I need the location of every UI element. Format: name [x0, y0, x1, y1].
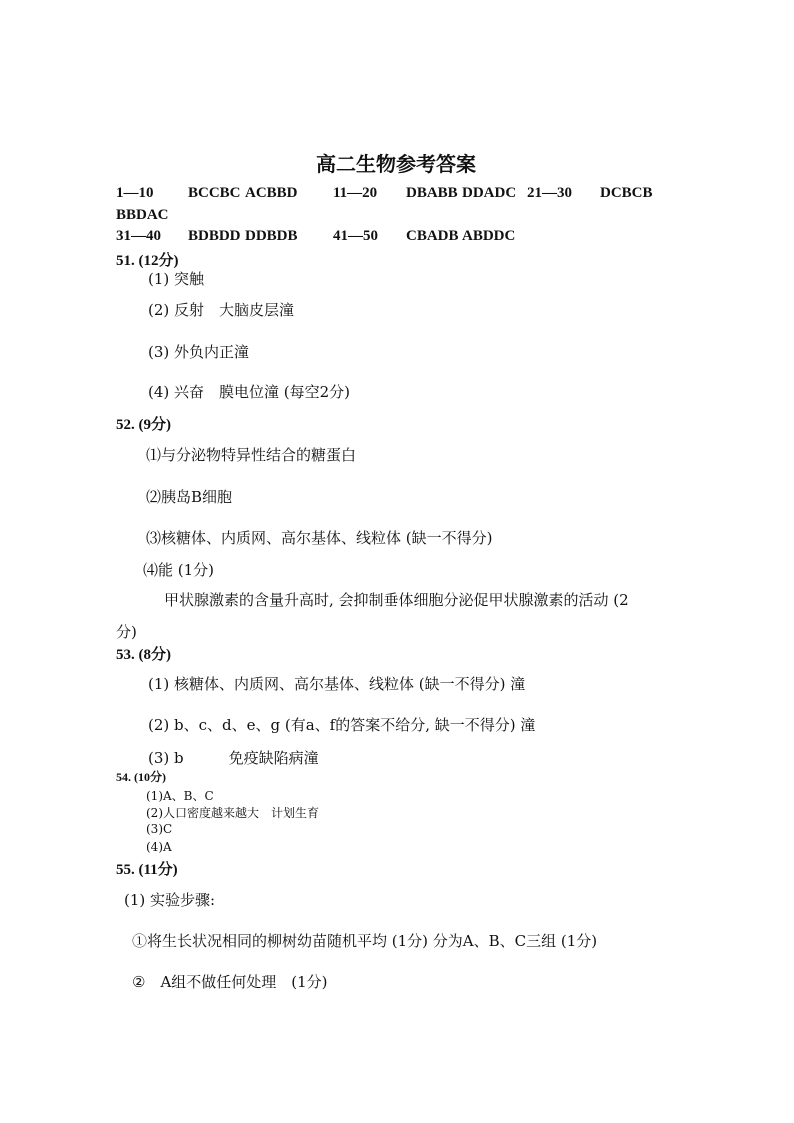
choice-answer: ACBBD	[245, 185, 298, 201]
answer-line: (2) 反射 大脑皮层潼	[148, 301, 295, 319]
choice-range: 31—40	[116, 228, 161, 244]
step-line: ①将生长状况相同的柳树幼苗随机平均 (1分) 分为A、B、C三组 (1分)	[132, 932, 598, 950]
answer-line: (4)A	[146, 840, 172, 854]
question-header: 52. (9分)	[116, 417, 171, 433]
question-header: 53. (8分)	[116, 647, 171, 663]
step-line: ② A组不做任何处理 (1分)	[132, 973, 328, 991]
choice-answer: BBDAC	[116, 207, 169, 223]
choice-range: 21—30	[527, 185, 572, 201]
answer-line: (3) b 免疫缺陷病潼	[148, 749, 319, 767]
answer-line: (3)C	[146, 822, 173, 836]
question-header: 55. (11分)	[116, 862, 178, 878]
choice-range: 11—20	[333, 185, 378, 201]
answer-line: (4) 兴奋 膜电位潼 (每空2分)	[148, 383, 351, 401]
answer-line: (1)A、B、C	[146, 789, 214, 803]
answer-line: (1) 突触	[148, 270, 205, 288]
answer-line: (1) 核糖体、内质网、高尔基体、线粒体 (缺一不得分) 潼	[148, 675, 526, 693]
answer-line: (3) 外负内正潼	[148, 343, 250, 361]
answer-line: ⑵胰岛B细胞	[146, 488, 233, 506]
choice-answer: BCCBC	[188, 185, 241, 201]
answer-line: ⑷能 (1分)	[143, 561, 215, 579]
choice-answer: DCBCB	[600, 185, 653, 201]
answer-line: (2) b、c、d、e、g (有a、f的答案不给分, 缺一不得分) 潼	[148, 716, 536, 734]
choice-answer: CBADB	[406, 228, 459, 244]
question-header: 54. (10分)	[116, 770, 166, 784]
answer-note: 甲状腺激素的含量升高时, 会抑制垂体细胞分泌促甲状腺激素的活动 (2	[164, 591, 629, 609]
choice-answer: DDADC	[462, 185, 517, 201]
choice-range: 41—50	[333, 228, 378, 244]
page-title: 高二生物参考答案	[316, 152, 476, 176]
answer-line: (2)人口密度越来越大 计划生育	[146, 806, 319, 820]
answer-line: ⑴与分泌物特异性结合的糖蛋白	[146, 446, 357, 464]
choice-answer: DDBDB	[245, 228, 298, 244]
choice-answer: BDBDD	[188, 228, 241, 244]
answer-note: 分)	[116, 623, 137, 641]
step-title: (1) 实验步骤:	[124, 891, 216, 909]
answer-line: ⑶核糖体、内质网、高尔基体、线粒体 (缺一不得分)	[146, 529, 493, 547]
question-header: 51. (12分)	[116, 253, 179, 269]
choice-answer: DBABB	[406, 185, 458, 201]
choice-range: 1—10	[116, 185, 154, 201]
choice-answer: ABDDC	[462, 228, 516, 244]
